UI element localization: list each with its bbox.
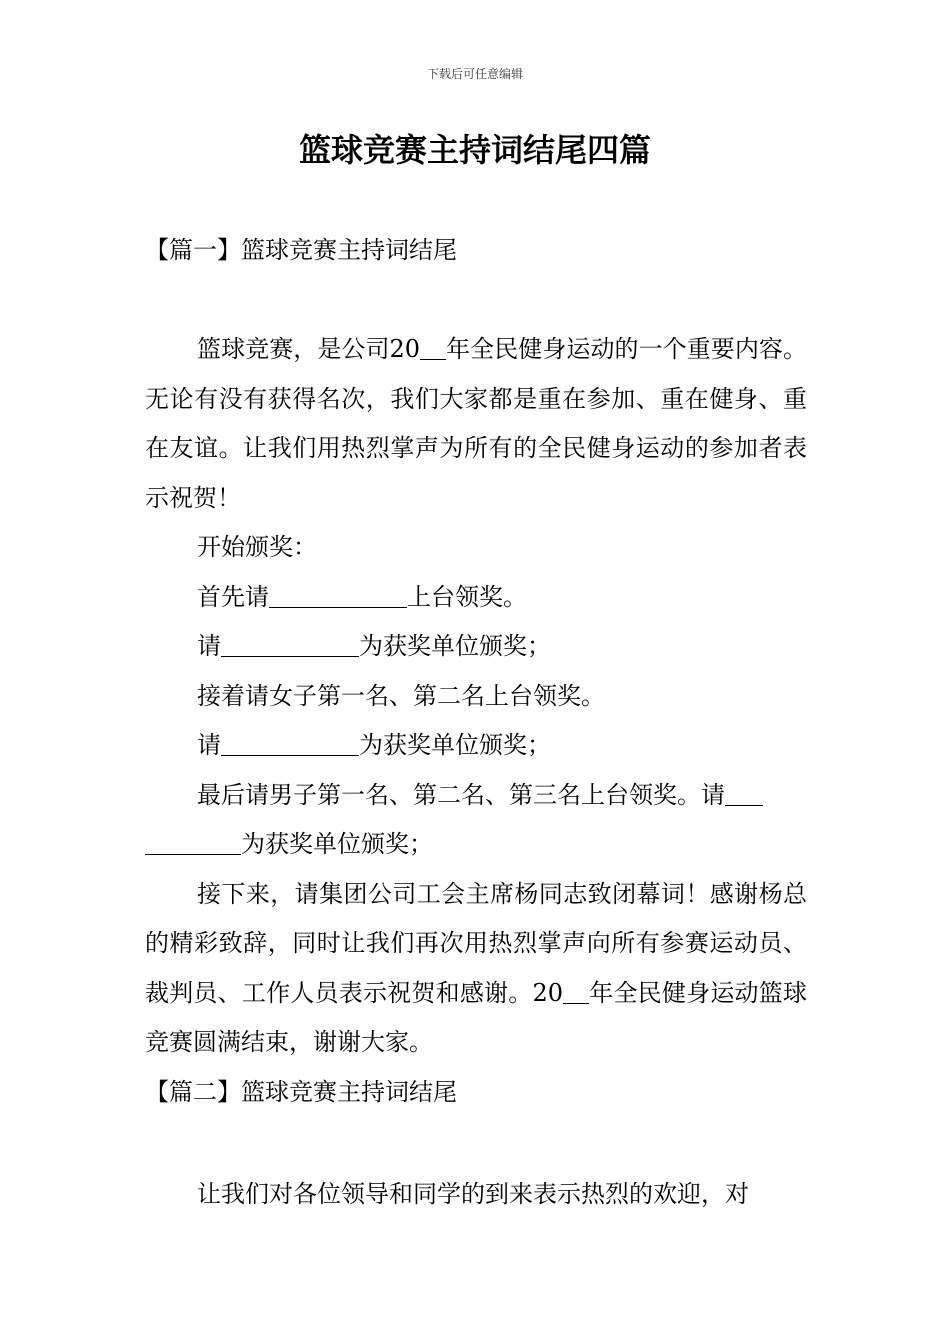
line-men-award-b: 为获奖单位颁奖； — [241, 830, 433, 858]
blank-line — [725, 775, 763, 806]
paragraph-section2: 让我们对各位领导和同学的到来表示热烈的欢迎，对 — [197, 1180, 749, 1208]
line-men-award-cont — [145, 820, 807, 870]
section-heading-1: 【篇一】篮球竞赛主持词结尾 — [145, 236, 457, 264]
blank-line — [221, 626, 359, 657]
line-first-award — [145, 573, 807, 623]
section-heading-2: 【篇二】篮球竞赛主持词结尾 — [145, 1077, 457, 1106]
line-presenter-2-b: 为获奖单位颁奖； — [359, 731, 551, 759]
line-award-start: 开始颁奖： — [197, 533, 317, 561]
paragraph-closing-part1: 接下来，请集团公司工会主席杨同志致闭幕词！感谢杨总的精彩致辞，同时让我们再次用热烈掌声向所有参赛运动员、裁判员、工作人员表示祝贺和感谢。20 — [145, 879, 807, 1007]
document-title: 篮球竞赛主持词结尾四篇 — [298, 131, 651, 169]
line-presenter-1 — [145, 622, 807, 672]
section-1-body — [145, 325, 807, 1117]
line-presenter-2-a: 请 — [197, 731, 221, 759]
year-blank — [563, 973, 589, 1004]
paragraph-closing-part2: 年全民健身运动篮球竞赛圆满结束，谢谢大家。 — [145, 978, 807, 1056]
line-men-award — [145, 771, 807, 821]
line-women-award: 接着请女子第一名、第二名上台领奖。 — [197, 681, 605, 710]
blank-line — [221, 725, 359, 756]
line-presenter-2 — [145, 721, 807, 771]
paragraph-intro — [145, 325, 807, 523]
blank-line — [145, 824, 241, 855]
section-1 — [145, 226, 807, 276]
blank-line — [269, 577, 407, 608]
year-blank — [420, 329, 446, 360]
paragraph-closing — [145, 870, 807, 1068]
paragraph-intro-part2: 年全民健身运动的一个重要内容。无论有没有获得名次，我们大家都是重在参加、重在健身、重在友谊。让我们用热烈掌声为所有的全民健身运动的参加者表示祝贺！ — [145, 335, 807, 512]
line-presenter-1-a: 请 — [197, 632, 221, 660]
section-2-body — [145, 1170, 807, 1220]
line-first-award-b: 上台领奖。 — [407, 582, 527, 611]
line-first-award-a: 首先请 — [197, 582, 269, 611]
line-men-award-a: 最后请男子第一名、第二名、第三名上台领奖。请 — [197, 780, 725, 809]
paragraph-intro-part1: 篮球竞赛，是公司20 — [197, 335, 421, 363]
line-presenter-1-b: 为获奖单位颁奖； — [359, 632, 551, 660]
header-note: 下载后可任意编辑 — [426, 67, 523, 81]
